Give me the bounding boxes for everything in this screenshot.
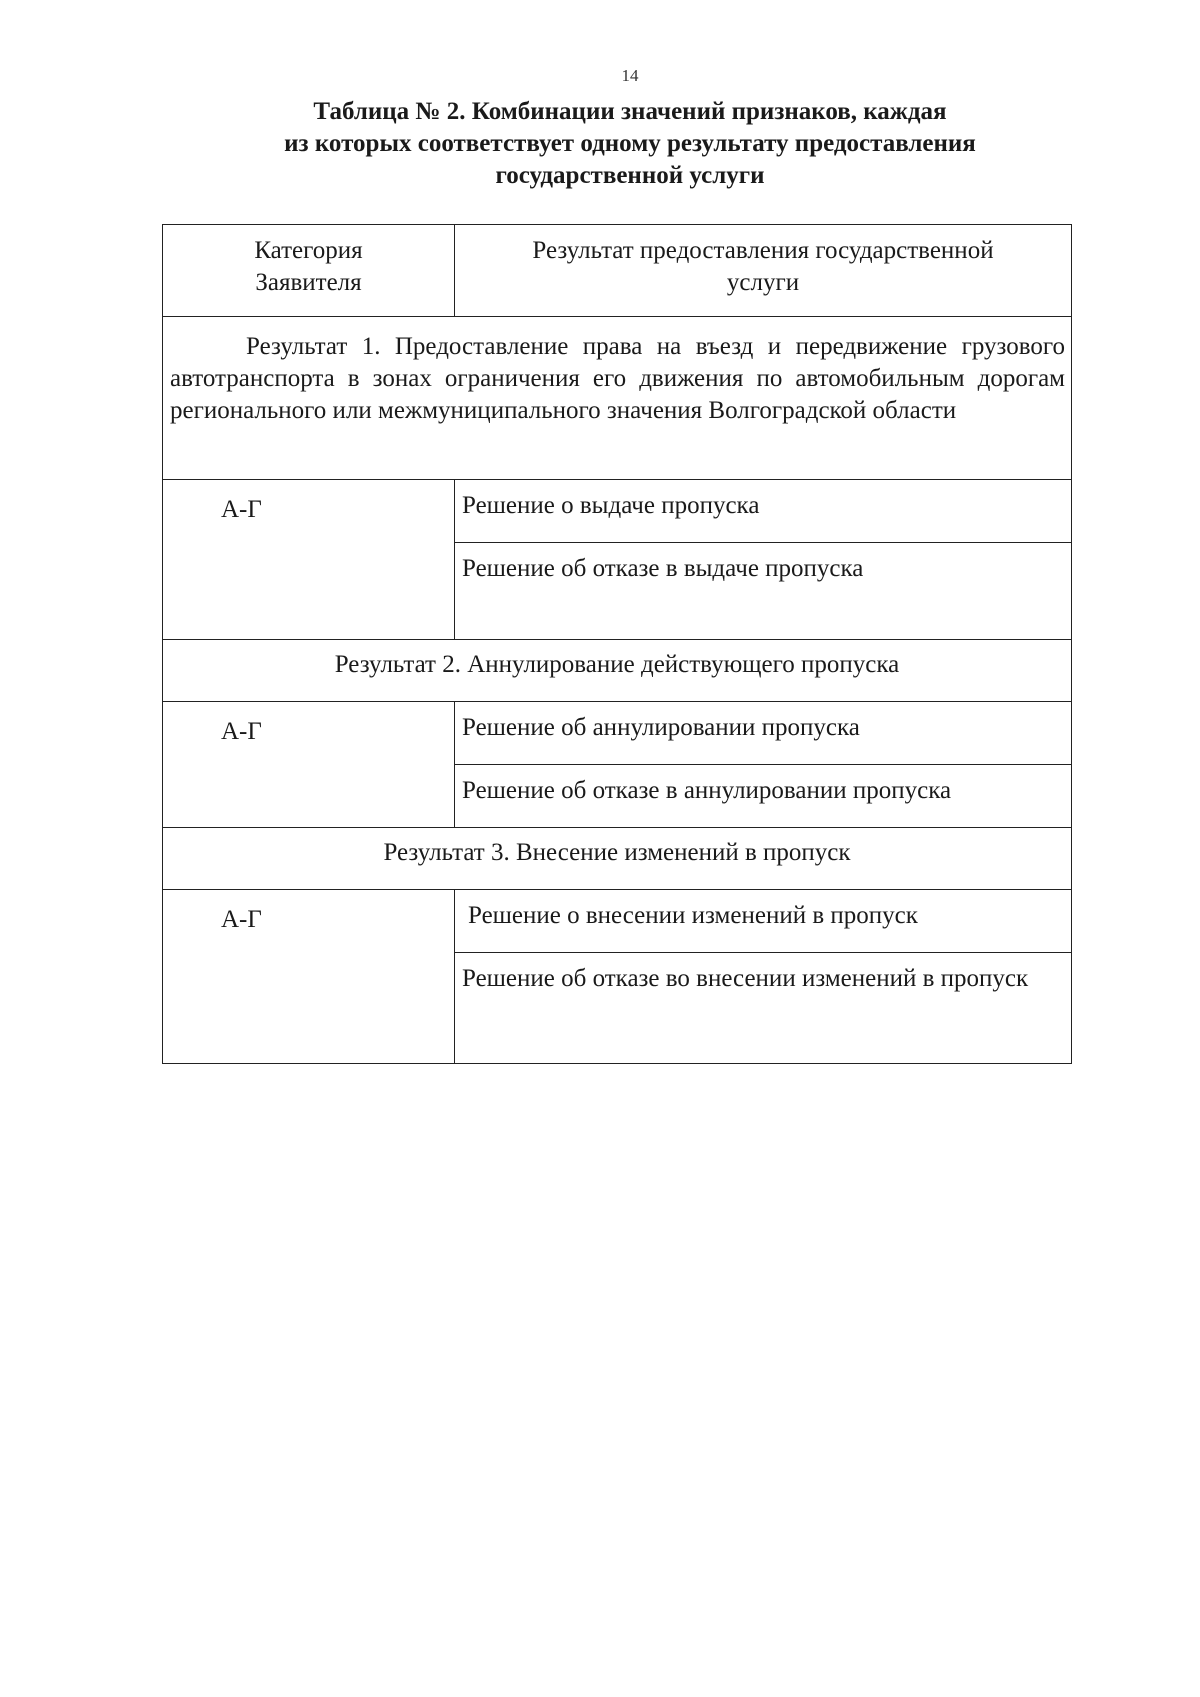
section-2-result-1: Решение об аннулировании пропуска xyxy=(455,702,1072,765)
section-3-category: А-Г xyxy=(163,890,455,1064)
section-title-row xyxy=(163,828,1072,890)
table-row xyxy=(163,890,1072,953)
title-line-3: государственной услуги xyxy=(495,162,765,189)
section-3-title: Результат 3. Внесение изменений в пропуск xyxy=(163,828,1072,890)
section-1-result-1: Решение о выдаче пропуска xyxy=(455,480,1072,543)
section-2-result-2: Решение об отказе в аннулировании пропуска xyxy=(455,765,1072,828)
table-row xyxy=(163,702,1072,765)
title-line-1: Таблица № 2. Комбинации значений признаков, каждая xyxy=(313,98,947,125)
header-result xyxy=(455,225,1072,317)
section-title-row xyxy=(163,640,1072,702)
section-1-result-2: Решение об отказе в выдаче пропуска xyxy=(455,543,1072,640)
section-3-result-1: Решение о внесении изменений в пропуск xyxy=(455,890,1072,953)
page-number: 14 xyxy=(621,66,639,85)
table-header-row xyxy=(163,225,1072,317)
section-3-result-2: Решение об отказе во внесении изменений в пропуск xyxy=(455,953,1072,1064)
section-2-title: Результат 2. Аннулирование действующего пропуска xyxy=(163,640,1072,702)
header-result-line-2: услуги xyxy=(726,269,800,296)
section-1-title xyxy=(163,317,1072,480)
header-category-line-2: Заявителя xyxy=(255,269,362,296)
section-1-category: А-Г xyxy=(163,480,455,640)
section-2-category: А-Г xyxy=(163,702,455,828)
results-table xyxy=(162,224,1072,1064)
title-line-2: из которых соответствует одному результату предоставления xyxy=(284,130,976,157)
header-category-line-1: Категория xyxy=(254,237,363,264)
page-title xyxy=(160,96,1100,192)
section-1-title-text: Результат 1. Предоставление права на въезд и передвижение грузового автотранспорта в зонах ограничения его движения по автомобильным дорогам регионального или межмуниципального значения Волгоградской области xyxy=(170,333,1065,424)
header-category xyxy=(163,225,455,317)
table-row xyxy=(163,480,1072,543)
header-result-line-1: Результат предоставления государственной xyxy=(532,237,994,264)
section-title-row xyxy=(163,317,1072,480)
